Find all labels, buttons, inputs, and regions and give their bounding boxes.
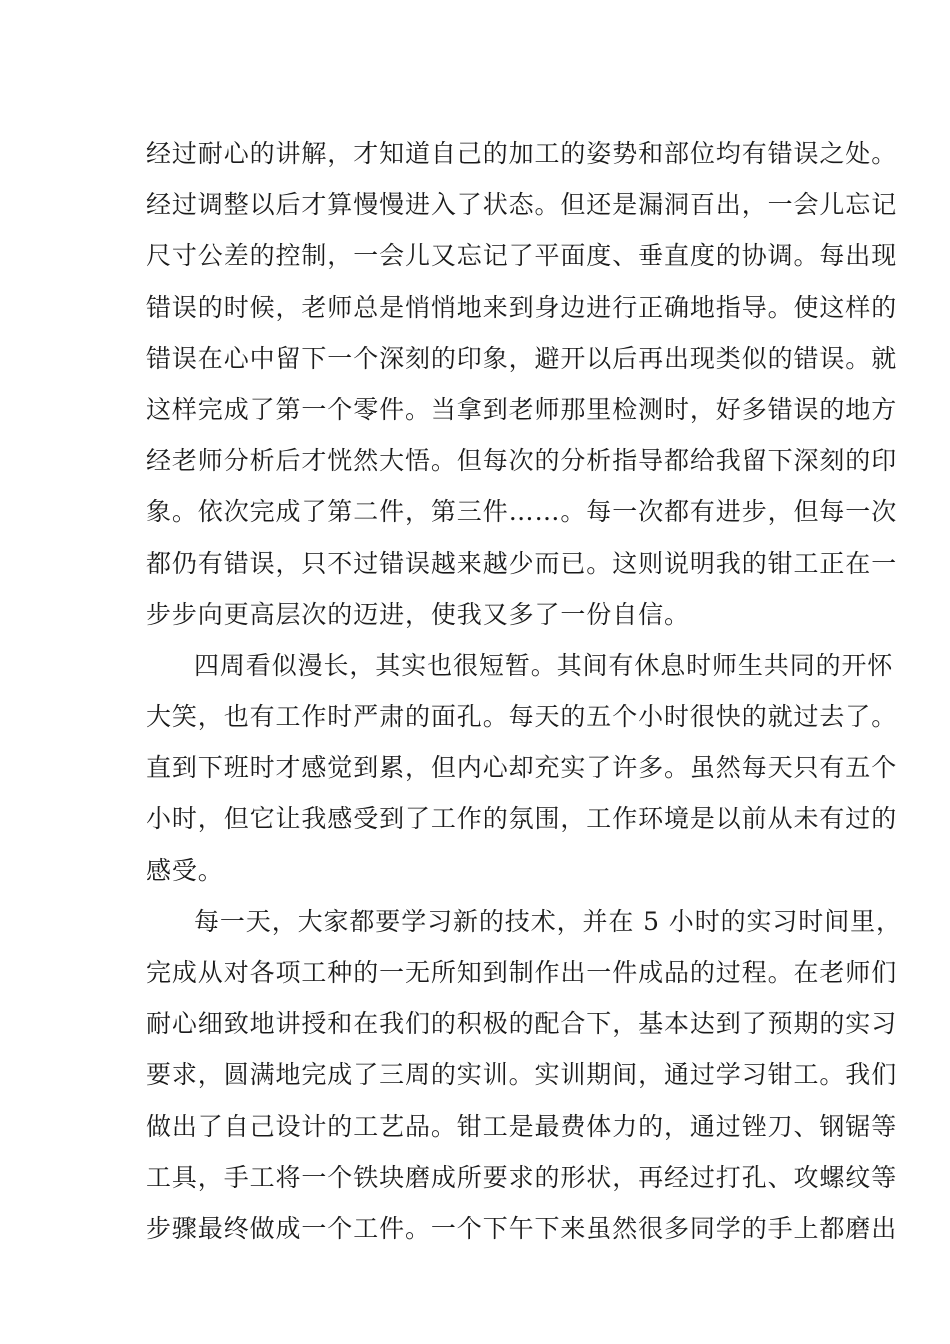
- text-line: 耐心细致地讲授和在我们的积极的配合下，基本达到了预期的实习: [146, 1009, 898, 1039]
- text-line: 做出了自己设计的工艺品。钳工是最费体力的，通过锉刀、钢锯等: [146, 1111, 898, 1141]
- text-line: 小时，但它让我感受到了工作的氛围，工作环境是以前从未有过的: [146, 804, 898, 834]
- text-line: 步骤最终做成一个工件。一个下午下来虽然很多同学的手上都磨出: [146, 1213, 898, 1243]
- text-line: 错误在心中留下一个深刻的印象，避开以后再出现类似的错误。就: [146, 343, 898, 373]
- paragraph-first-line: 每一天，大家都要学习新的技术，并在 5 小时的实习时间里，: [194, 906, 902, 936]
- text-line: 经过调整以后才算慢慢进入了状态。但还是漏洞百出，一会儿忘记: [146, 190, 898, 220]
- paragraph-first-line: 四周看似漫长，其实也很短暂。其间有休息时师生共同的开怀: [194, 650, 894, 680]
- text-line: 步步向更高层次的迈进，使我又多了一份自信。: [146, 599, 690, 629]
- text-line: 错误的时候，老师总是悄悄地来到身边进行正确地指导。使这样的: [146, 292, 898, 322]
- text-line: 经过耐心的讲解，才知道自己的加工的姿势和部位均有错误之处。: [146, 139, 898, 168]
- text-line: 都仍有错误，只不过错误越来越少而已。这则说明我的钳工正在一: [146, 548, 898, 578]
- text-line: 完成从对各项工种的一无所知到制作出一件成品的过程。在老师们: [146, 958, 898, 987]
- text-line: 大笑，也有工作时严肃的面孔。每天的五个小时很快的就过去了。: [146, 702, 898, 732]
- text-line: 要求，圆满地完成了三周的实训。实训期间，通过学习钳工。我们: [146, 1060, 898, 1090]
- text-line: 这样完成了第一个零件。当拿到老师那里检测时，好多错误的地方: [146, 394, 898, 424]
- text-line: 工具，手工将一个铁块磨成所要求的形状，再经过打孔、攻螺纹等: [146, 1162, 898, 1192]
- text-line: 直到下班时才感觉到累，但内心却充实了许多。虽然每天只有五个: [146, 753, 898, 783]
- text-line: 象。依次完成了第二件，第三件……。每一次都有进步，但每一次: [146, 497, 898, 527]
- text-line: 经老师分析后才恍然大悟。但每次的分析指导都给我留下深刻的印: [146, 446, 898, 476]
- text-line: 尺寸公差的控制，一会儿又忘记了平面度、垂直度的协调。每出现: [146, 241, 898, 271]
- text-line: 感受。: [146, 855, 224, 885]
- document-body: [146, 128, 902, 1254]
